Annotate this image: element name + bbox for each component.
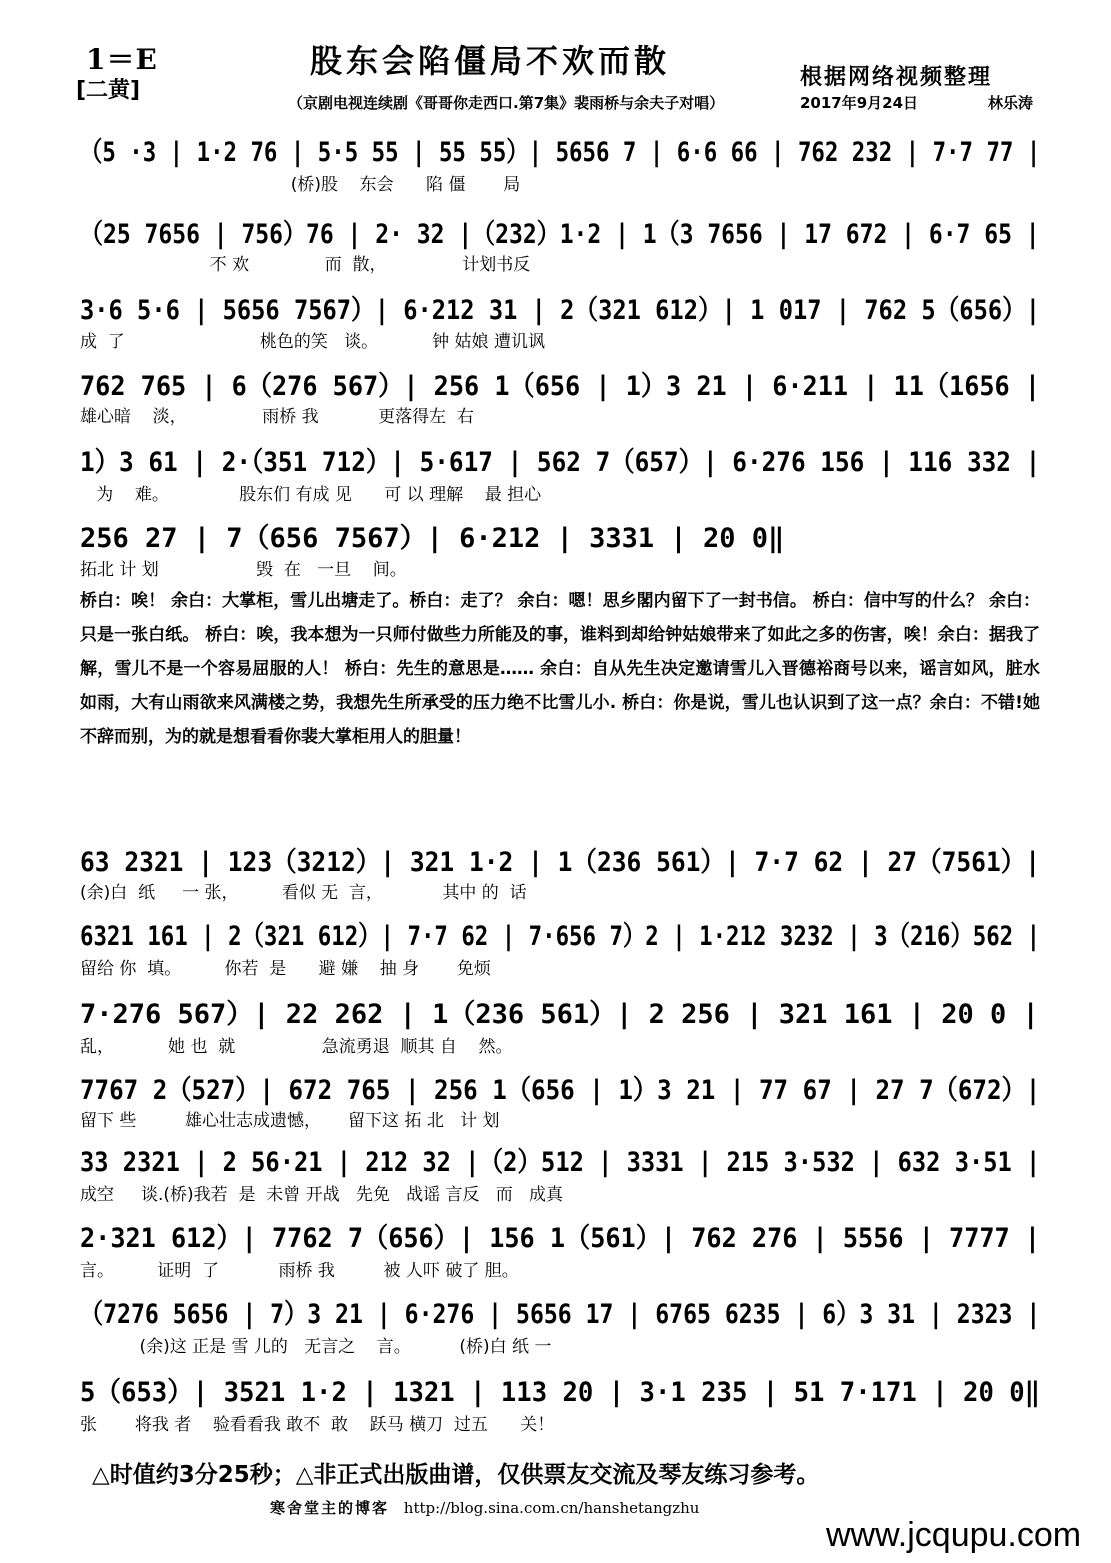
notation-row: 3·6 5·6 | 5656 7567）| 6·212 31 | 2（321 612）| 1 017 | 762 5（656）| [80, 295, 1041, 326]
lyric-row: 言。 证明 了 雨桥 我 被 人吓 破了 胆。 [80, 1261, 519, 1281]
lyric-row: 张 将我 者 验看看我 敢不 敢 跃马 横刀 过五 关！ [80, 1415, 555, 1435]
blog-credit [270, 1497, 699, 1518]
notation-row: 2·321 612）| 7762 7（656）| 156 1（561）| 762 276 | 5556 | 7777 | [80, 1223, 1041, 1254]
key-signature: 1＝E [86, 43, 158, 76]
lyric-row: 不 欢 而 散， 计划书反 [80, 255, 531, 275]
notation-row: 33 2321 | 2 56·21 | 212 32 |（2）512 | 3331 | 215 3·532 | 632 3·51 | [80, 1147, 1041, 1178]
duration-footnote: △时值约3分25秒；△非正式出版曲谱，仅供票友交流及琴友练习参考。 [92, 1462, 820, 1488]
page-title: 股东会陷僵局不欢而散 [310, 42, 671, 80]
notation-row: 5（653）| 3521 1·2 | 1321 | 113 20 | 3·1 235 | 51 7·171 | 20 0‖ [80, 1377, 1041, 1408]
site-watermark: www.jcqupu.com [826, 1516, 1082, 1554]
author: 林乐涛 [988, 94, 1034, 112]
notation-row: 762 765 | 6（276 567）| 256 1（656 | 1）3 21 | 6·211 | 11（1656 | [80, 371, 1041, 402]
lyric-row: 留下 些 雄心壮志成遗憾， 留下这 拓 北 计 划 [80, 1111, 500, 1131]
lyric-row: 成 了 桃色的笑 谈。 钟 姑娘 遭讥讽 [80, 332, 545, 352]
lyric-row: 乱， 她 也 就 急流勇退 顺其 自 然。 [80, 1037, 513, 1057]
notation-row: （5 ·3 | 1·2 76 | 5·5 55 | 55 55）| 5656 7 | 6·6 66 | 762 232 | 7·7 77 | [80, 137, 1041, 168]
notation-row: （25 7656 | 756）76 | 2· 32 |（232）1·2 | 1（3 7656 | 17 672 | 6·7 65 | [80, 219, 1040, 250]
lyric-row: 为 难。 股东们 有成 见 可 以 理解 最 担心 [80, 485, 542, 505]
blog-name: 寒舍堂主的博客 [270, 1499, 390, 1517]
notation-row: 63 2321 | 123（3212）| 321 1·2 | 1（236 561）| 7·7 62 | 27（7561）| [80, 847, 1041, 878]
lyric-row: 雄心暗 淡， 雨桥 我 更落得左 右 [80, 407, 474, 427]
subtitle: （京剧电视连续剧《哥哥你走西口.第7集》裴雨桥与余夫子对唱） [288, 94, 725, 112]
lyric-row: 留给 你 填。 你若 是 避 嫌 抽 身 免烦 [80, 959, 491, 979]
notation-row: 7767 2（527）| 672 765 | 256 1（656 | 1）3 21 | 77 67 | 27 7（672）| [80, 1075, 1041, 1106]
notation-row: 6321 161 | 2（321 612）| 7·7 62 | 7·656 7）2 | 1·212 3232 | 3（216）562 | [80, 921, 1041, 952]
date: 2017年9月24日 [800, 94, 919, 112]
spoken-dialogue: 桥白：唉！ 余白：大掌柜，雪儿出塘走了。桥白：走了？ 余白：嗯！思乡閣内留下了一封书信。 桥白：信中写的什么？ 余白：只是一张白纸。 桥白：唉，我本想为一只师付做些力所能及的事，谁料到却给钟姑娘带来了如此之多的伤害，唉！余白：据我了解，雪儿不是一个容易屈服的人！ 桥白：先生的意思是…… 余白：自从先生决定邀请雪儿入晋德裕商号以来，谣言如风，脏水如雨，大有山雨欲来风满楼之势，我想先生所承受的压力绝不比雪儿小. 桥白：你是说，雪儿也认识到了这一点？余白：不错!她不辞而别，为的就是想看看你裴大掌柜用人的胆量！ [80, 591, 1040, 747]
lyric-row: (余)白 纸 一 张， 看似 无 言， 其中 的 话 [80, 883, 527, 903]
notation-row: （7276 5656 | 7）3 21 | 6·276 | 5656 17 | 6765 6235 | 6）3 31 | 2323 | [80, 1299, 1041, 1330]
lyric-row: (余)这 正是 雪 儿的 无言之 言。 (桥)白 纸 一 [80, 1337, 552, 1357]
tune-type: [二黄] [76, 78, 141, 103]
blog-url[interactable]: http://blog.sina.com.cn/hanshetangzhu [403, 1499, 700, 1517]
notation-row: 1）3 61 | 2·（351 712）| 5·617 | 562 7（657）| 6·276 156 | 116 332 | [80, 447, 1041, 478]
lyric-row: (桥)股 东会 陷 僵 局 [80, 175, 521, 195]
notation-row: 7·276 567）| 22 262 | 1（236 561）| 2 256 | 321 161 | 20 0 | [80, 999, 1039, 1030]
source-note: 根据网络视频整理 [800, 65, 993, 90]
lyric-row: 成空 谈.(桥)我若 是 未曾 开战 先免 战谣 言反 而 成真 [80, 1185, 563, 1205]
lyric-row: 拓北 计 划 毁 在 一旦 间。 [80, 560, 407, 580]
notation-row: 256 27 | 7（656 7567）| 6·212 | 3331 | 20 0‖ [80, 523, 785, 554]
